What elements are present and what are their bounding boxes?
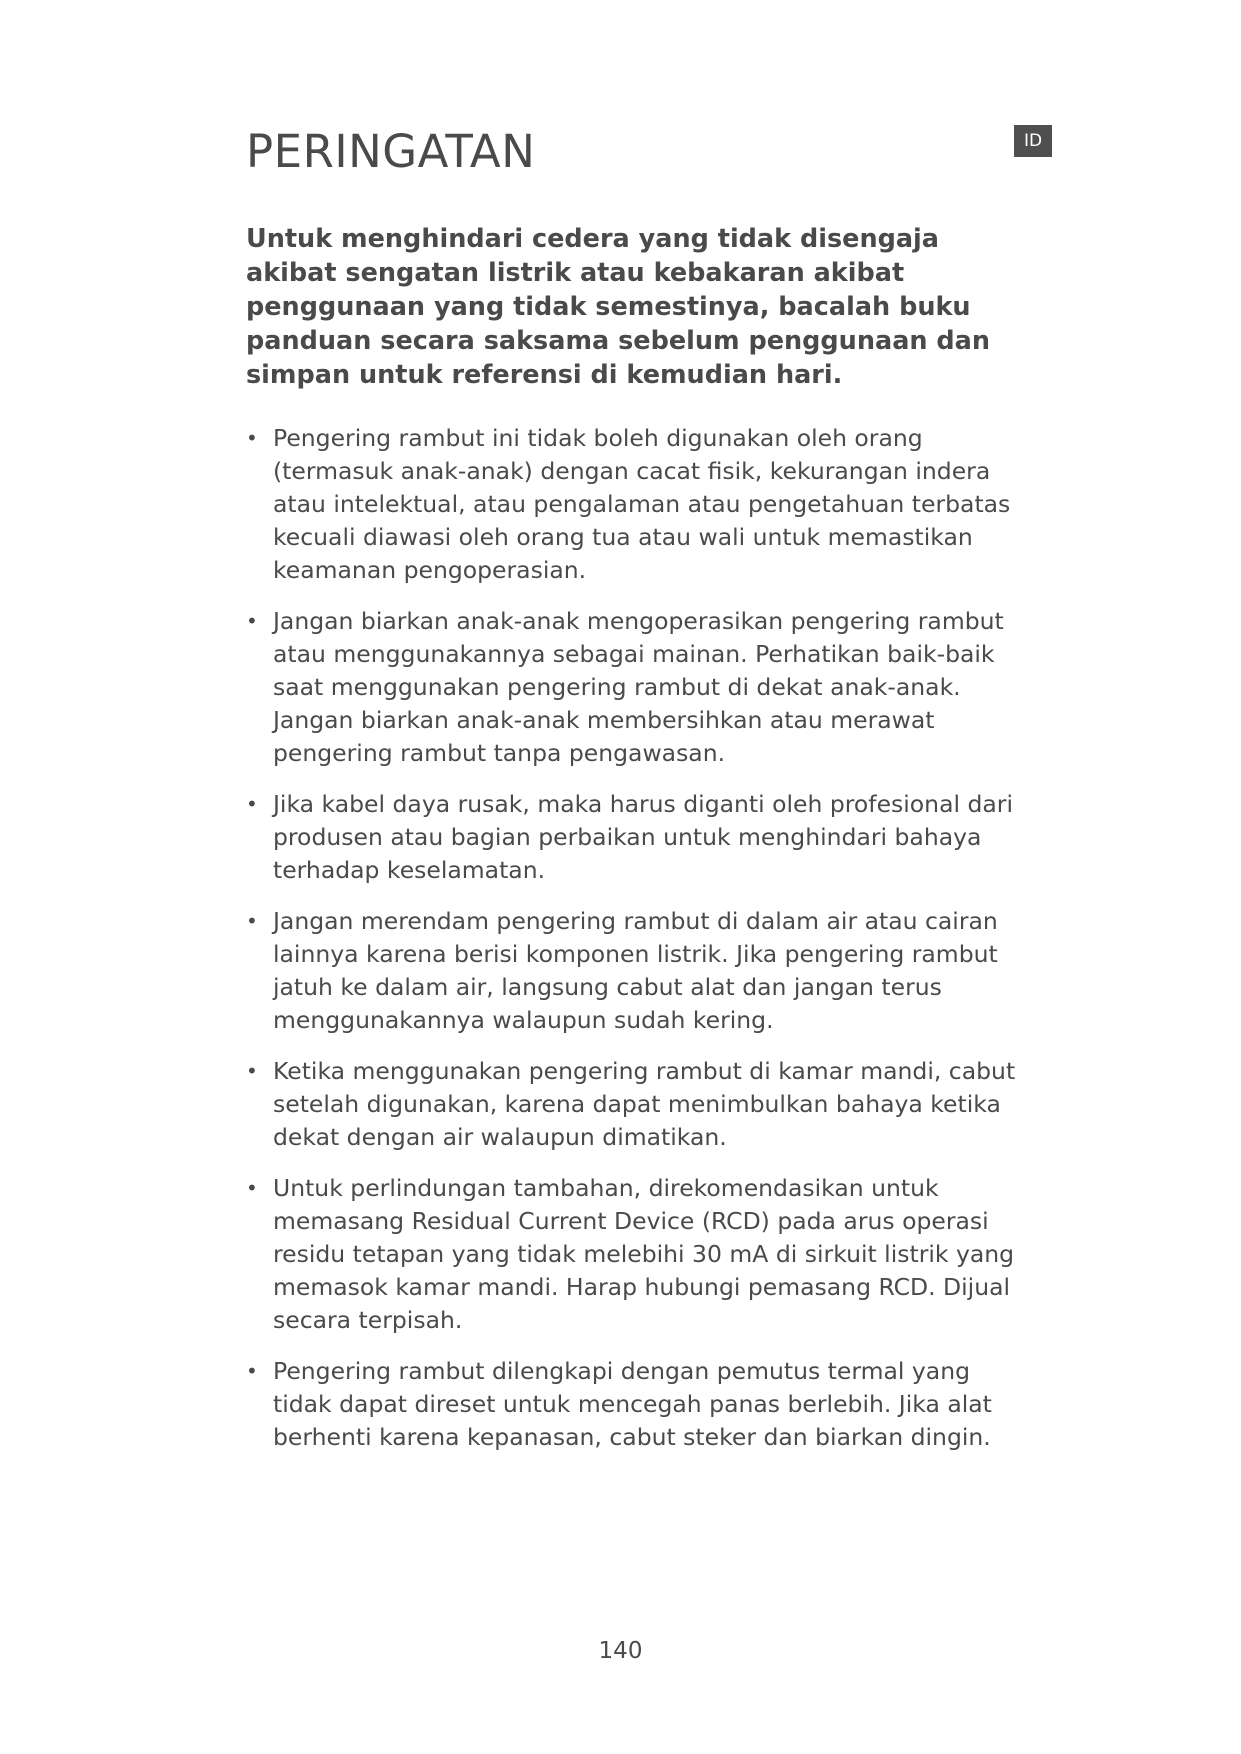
bullet-icon: • [246,1059,258,1083]
warning-text: Pengering rambut ini tidak boleh digunakan oleh orang (termasuk anak-anak) dengan cacat fisik, kekurangan indera atau intelektual, atau pengalaman atau pengetahuan terbatas kecuali diawasi oleh orang tua atau wali untuk memastikan keamanan pengoperasian. [273,424,1011,584]
warning-text: Jangan biarkan anak-anak mengoperasikan pengering rambut atau menggunakannya sebagai mainan. Perhatikan baik-baik saat menggunakan pengering rambut di dekat anak-anak. Jangan biarkan anak-anak membersihkan atau merawat pengering rambut tanpa pengawasan. [273,607,1004,767]
bullet-icon: • [246,792,258,816]
warning-item [246,905,1036,1037]
bullet-icon: • [246,609,258,633]
warning-text: Pengering rambut dilengkapi dengan pemutus termal yang tidak dapat direset untuk mencegah panas berlebih. Jika alat berhenti karena kepanasan, cabut steker dan biarkan dingin. [273,1357,992,1451]
page-number: 140 [598,1638,643,1664]
warning-text: Jangan merendam pengering rambut di dalam air atau cairan lainnya karena berisi komponen listrik. Jika pengering rambut jatuh ke dalam air, langsung cabut alat dan jangan terus menggunakannya walaupun sudah kering. [273,907,998,1034]
warning-item [246,605,1036,770]
language-badge: ID [1014,125,1052,157]
bullet-icon: • [246,1176,258,1200]
bullet-icon: • [246,1359,258,1383]
warning-item [246,422,1036,587]
intro-paragraph: Untuk menghindari cedera yang tidak disengaja akibat sengatan listrik atau kebakaran akibat penggunaan yang tidak semestinya, bacalah buku panduan secara saksama sebelum penggunaan dan simpan untuk referensi di kemudian hari. [246,224,991,390]
warning-item [246,1355,1036,1454]
page-title: PERINGATAN [246,125,536,178]
warning-text: Jika kabel daya rusak, maka harus diganti oleh profesional dari produsen atau bagian perbaikan untuk menghindari bahaya terhadap keselamatan. [273,790,1013,884]
warning-item [246,1172,1036,1337]
warning-item [246,1055,1036,1154]
warning-text: Untuk perlindungan tambahan, direkomendasikan untuk memasang Residual Current Device (RCD) pada arus operasi residu tetapan yang tidak melebihi 30 mA di sirkuit listrik yang memasok kamar mandi. Harap hubungi pemasang RCD. Dijual secara terpisah. [273,1174,1015,1334]
warning-list [246,422,1036,1472]
bullet-icon: • [246,426,258,450]
warning-item [246,788,1036,887]
warning-text: Ketika menggunakan pengering rambut di kamar mandi, cabut setelah digunakan, karena dapat menimbulkan bahaya ketika dekat dengan air walaupun dimatikan. [273,1057,1016,1151]
bullet-icon: • [246,909,258,933]
